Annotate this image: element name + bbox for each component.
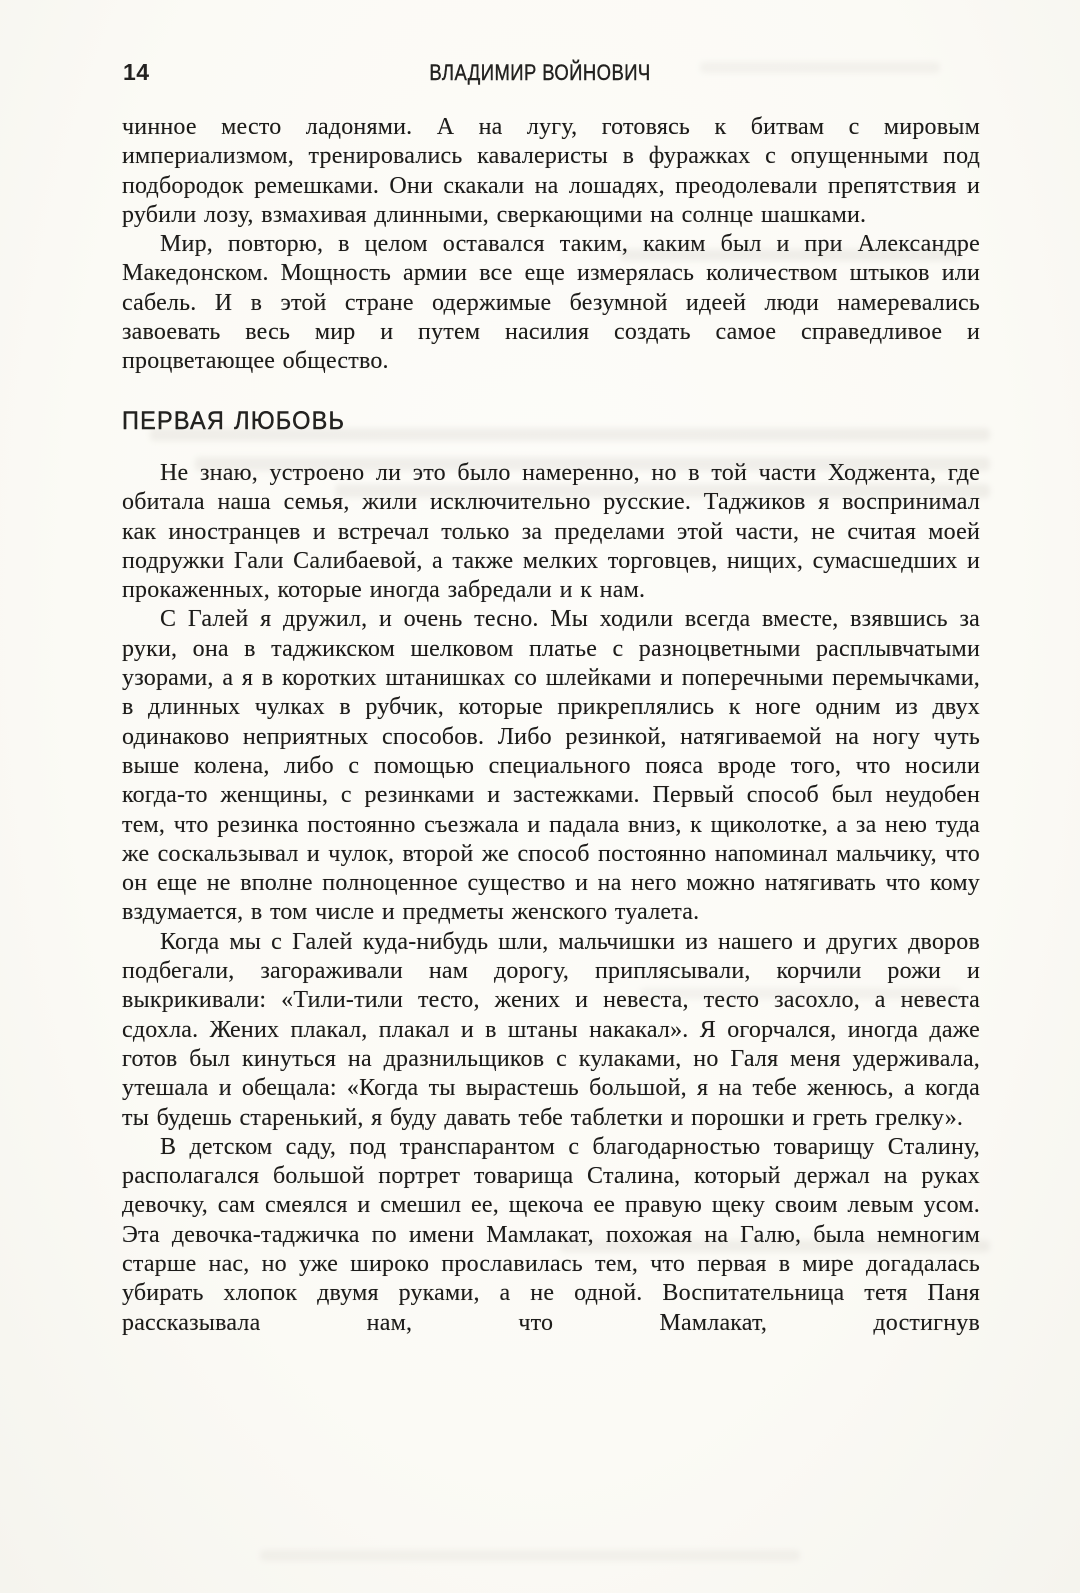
paragraph-continues-next-page: В детском саду, под транспарантом с благодарностью товарищу Сталину, располагался большой портрет товарища Сталина, который держал на руках девочку, сам смеялся и смешил ее, щекоча ее правую щеку своим левым усом. Эта девочка-таджичка по имени Мамлакат, похожая на Галю, была немногим старше нас, но уже широко прославилась тем, что первая в мире догадалась убирать хлопок двумя руками, а не одной. Воспитательница тетя Паня рассказывала нам, что Мамлакат, достигнув <box>122 1133 980 1336</box>
paragraph-continued-from-previous-page: чинное место ладонями. А на лугу, готовясь к битвам с мировым империализмом, тренировались кавалеристы в фуражках с опущенными под подбородок ремешками. Они скакали на лошадях, преодолевали препятствия и рубили лозу, взмахивая длинными, сверкающими на солнце шашками. <box>122 114 980 228</box>
show-through-ghost <box>260 1550 800 1561</box>
running-header-author: ВЛАДИМИР ВОЙНОВИЧ <box>429 60 651 85</box>
section-heading: ПЕРВАЯ ЛЮБОВЬ <box>122 406 346 435</box>
running-head <box>0 57 1080 89</box>
paragraph: Когда мы с Галей куда-нибудь шли, мальчишки из нашего и других дворов подбегали, загораживали нам дорогу, приплясывали, корчили рожи и выкрикивали: «Тили-тили тесто, жених и невеста, тесто засохло, а невеста сдохла. Жених плакал, плакал и в штаны накакал». Я огорчался, иногда даже готов был кинуться на дразнильщиков с кулаками, но Галя меня удерживала, утешала и обещала: «Когда ты вырастешь большой, я на тебе женюсь, а когда ты будешь старенький, я буду давать тебе таблетки и порошки и греть грелку». <box>122 928 980 1131</box>
text-block <box>122 113 980 1338</box>
paragraph: С Галей я дружил, и очень тесно. Мы ходили всегда вместе, взявшись за руки, она в таджикском шелковом платье с разноцветными расплывчатыми узорами, а я в коротких штанишках со шлейками и поперечными перемычками, в длинных чулках в рубчик, которые прикреплялись к ноге одним из двух одинаково неприятных способов. Либо резинкой, натягиваемой на ногу чуть выше колена, либо с помощью специального пояса вроде того, что носили когда-то женщины, с резинками и застежками. Первый способ был неудобен тем, что резинка постоянно съезжала и падала вниз, к щиколотке, а за нею туда же соскальзывал и чулок, второй же способ постоянно напоминал мальчику, что он еще не вполне полноценное существо и на него можно натягивать что кому вздумается, в том числе и предметы женского туалета. <box>122 606 980 926</box>
paragraph: Не знаю, устроено ли это было намеренно, но в той части Ходжента, где обитала наша семья, жили исключительно русские. Таджиков я воспринимал как иностранцев и встречал только за пределами этой части, не считая моей подружки Гали Салибаевой, а также мелких торговцев, нищих, сумасшедших и прокаженных, которые иногда забредали и к нам. <box>122 459 980 604</box>
paragraph: Мир, повторю, в целом оставался таким, каким был и при Александре Македонском. Мощность армии все еще измерялась количеством штыков или сабель. И в этой стране одержимые безумной идеей люди намеревались завоевать весь мир и путем насилия создать самое справедливое и процветающее общество. <box>122 231 980 375</box>
page-number: 14 <box>123 59 150 85</box>
